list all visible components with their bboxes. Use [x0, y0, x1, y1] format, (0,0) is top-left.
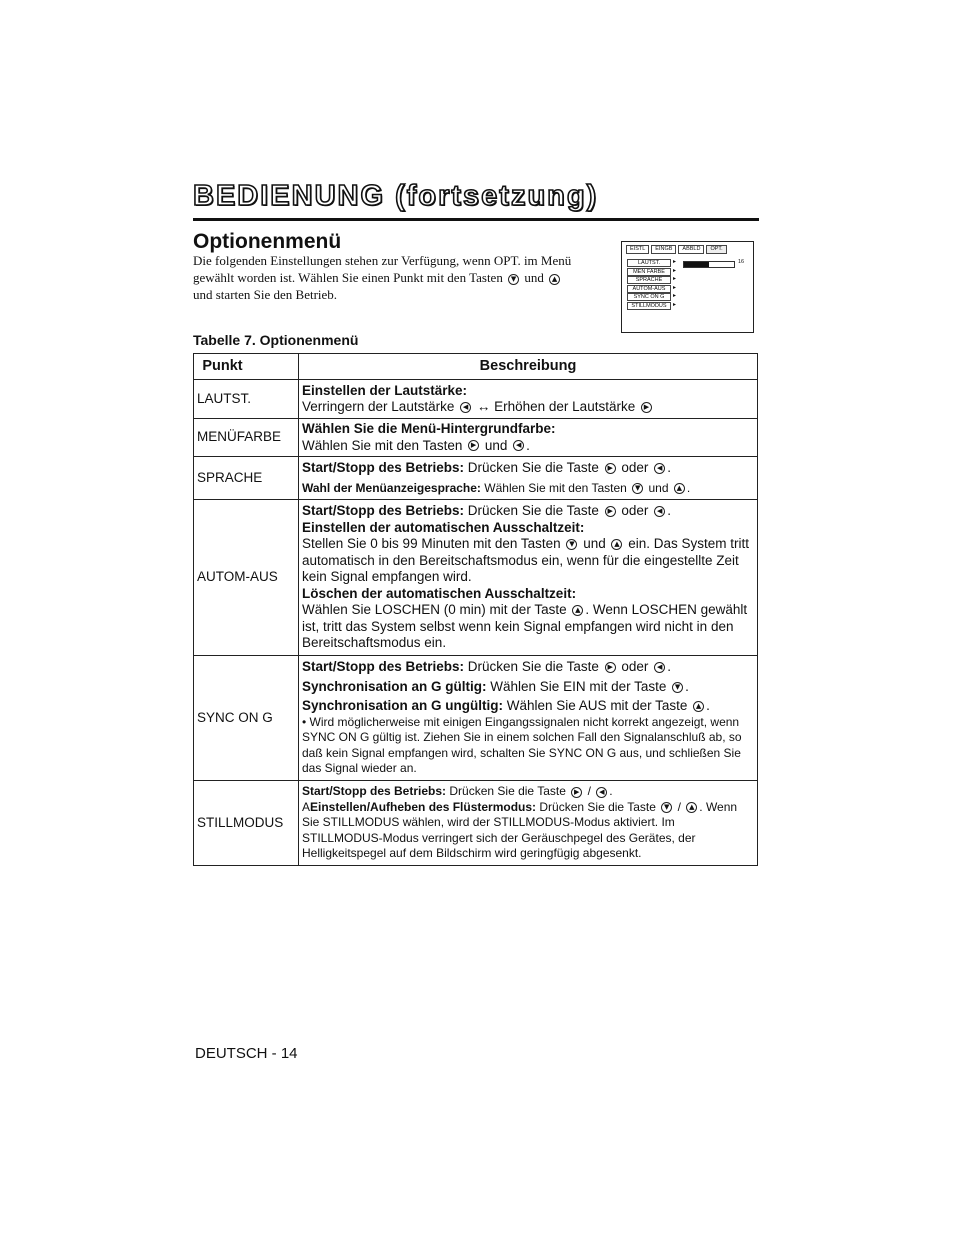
desc-line: AEinstellen/Aufheben des Flüstermodus: Drücken Sie die Taste ▼ / ▲ . Wenn Sie STILLMODUS wählen, wird der STILLMODUS-Modus aktiviert. Im STILLMODUS-Modus verringert sich der Geräuschpegel des Gerätes, der Helligkeitspegel auf dem Bildschirm wird geringfügig abgesenkt.: [302, 799, 738, 861]
menu-item-list: [627, 259, 671, 310]
options-table: [193, 353, 758, 866]
volume-bar-fill: [684, 262, 709, 267]
left-key-icon: ◀: [460, 402, 471, 413]
row-desc-stillmodus: [299, 781, 758, 866]
right-key-icon: ▶: [605, 662, 616, 673]
section-title: Optionenmenü: [193, 230, 342, 253]
table-caption: Tabelle 7. Optionenmenü: [193, 332, 359, 348]
desc-line: Start/Stopp des Betriebs: Drücken Sie die Taste ▶ oder ◀ .: [302, 503, 671, 519]
menu-screen-illustration: [621, 241, 754, 333]
left-key-icon: ◀: [654, 463, 665, 474]
desc-heading: Wählen Sie die Menü-Hintergrundfarbe:: [302, 421, 556, 436]
table-row: [194, 457, 758, 500]
row-desc-sync-on-g: [299, 656, 758, 781]
row-item-stillmodus: STILLMODUS: [194, 781, 299, 866]
desc-line: Wahl der Menüanzeigesprache: Wählen Sie mit den Tasten ▼ und ▲ .: [302, 480, 691, 495]
desc-line: Start/Stopp des Betriebs: Drücken Sie die Taste ▶ / ◀ .: [302, 784, 613, 799]
menu-item-sync-on-g: SYNC ON G ▸: [627, 293, 671, 301]
desc-line: Wählen Sie mit den Tasten ▶ und ◀ .: [302, 437, 530, 453]
down-key-icon: ▼: [632, 483, 643, 494]
up-key-icon: ▲: [686, 802, 697, 813]
right-key-icon: ▶: [468, 440, 479, 451]
table-row: [194, 656, 758, 781]
table-row: [194, 781, 758, 866]
right-key-icon: ▶: [571, 787, 582, 798]
table-row: [194, 380, 758, 419]
desc-line: Start/Stopp des Betriebs: Drücken Sie die Taste ▶ oder ◀ .: [302, 460, 671, 476]
table-header-row: [194, 354, 758, 380]
left-key-icon: ◀: [654, 662, 665, 673]
left-key-icon: ◀: [513, 440, 524, 451]
header-rule: [193, 218, 759, 221]
menu-tab-opt: OPT.: [706, 245, 726, 254]
down-key-icon: ▼: [508, 274, 519, 285]
row-item-sprache: SPRACHE: [194, 457, 299, 500]
up-key-icon: ▲: [611, 539, 622, 550]
desc-line: Stellen Sie 0 bis 99 Minuten mit den Tasten ▼ und ▲ ein. Das System tritt automatisch in den Bereitschaftsmodus ein, wenn für die eingestellte Zeit kein Signal empfangen wird.: [302, 536, 750, 585]
header-description: Beschreibung: [299, 354, 758, 380]
desc-heading: Einstellen der automatischen Ausschaltzeit:: [302, 519, 585, 535]
left-key-icon: ◀: [596, 787, 607, 798]
row-item-lautst: LAUTST.: [194, 380, 299, 419]
up-key-icon: ▲: [693, 701, 704, 712]
up-key-icon: ▲: [549, 274, 560, 285]
menu-item-autom-aus: AUTOM-AUS ▸: [627, 285, 671, 293]
row-desc-autom-aus: [299, 500, 758, 656]
table-row: [194, 500, 758, 656]
up-key-icon: ▲: [674, 483, 685, 494]
desc-line: Synchronisation an G gültig: Wählen Sie EIN mit der Taste ▼ .: [302, 678, 689, 694]
desc-note: • Wird möglicherweise mit einigen Eingangssignalen nicht korrekt angezeigt, wenn SYNC ON G gültig ist. Ziehen Sie in einem solchen Fall den Signalanschluß ab, so daß kein Signal empfangen wird, schalten Sie SYNC ON G aus, und schließen Sie das Signal wieder an.: [302, 714, 742, 776]
desc-heading: Einstellen der Lautstärke:: [302, 382, 468, 398]
desc-line: Wählen Sie LOSCHEN (0 min) mit der Taste ▲ . Wenn LOSCHEN gewählt ist, tritt das System selbst wenn kein Signal empfangen wird nicht in den Bereitschaftsmodus ein.: [302, 602, 748, 651]
row-item-autom-aus: AUTOM-AUS: [194, 500, 299, 656]
row-item-menufarbe: MENÜFARBE: [194, 419, 299, 457]
up-key-icon: ▲: [572, 605, 583, 616]
left-key-icon: ◀: [654, 506, 665, 517]
down-key-icon: ▼: [566, 539, 577, 550]
menu-tab-eingb: EINGB: [651, 245, 676, 254]
row-item-sync-on-g: SYNC ON G: [194, 656, 299, 781]
row-desc-sprache: [299, 457, 758, 500]
menu-tab-eistl: EISTL: [626, 245, 649, 254]
desc-line: Start/Stopp des Betriebs: Drücken Sie die Taste ▶ oder ◀ .: [302, 659, 671, 675]
intro-text: Die folgenden Einstellungen stehen zur Verfügung, wenn OPT. im Menü gewählt worden ist. Wählen Sie einen Punkt mit den Tasten ▼ und ▲ und starten Sie den Betrieb.: [193, 253, 572, 302]
right-key-icon: ▶: [605, 506, 616, 517]
chapter-title: BEDIENUNG (fortsetzung): [193, 180, 599, 212]
row-desc-lautst: [299, 380, 758, 419]
header-item: Punkt: [194, 354, 299, 380]
volume-value: 16: [738, 259, 745, 265]
row-desc-menufarbe: [299, 419, 758, 457]
desc-line: Synchronisation an G ungültig: Wählen Sie AUS mit der Taste ▲ .: [302, 698, 710, 714]
table-row: [194, 419, 758, 457]
volume-bar: [683, 261, 735, 268]
right-key-icon: ▶: [605, 463, 616, 474]
menu-tabs: [626, 245, 727, 254]
right-key-icon: ▶: [641, 402, 652, 413]
desc-line: Verringern der Lautstärke ◀ ↔ Erhöhen der Lautstärke ▶: [302, 399, 754, 416]
menu-item-menfarbe: MEN FARBE ▸: [627, 268, 671, 276]
down-key-icon: ▼: [661, 802, 672, 813]
down-key-icon: ▼: [672, 682, 683, 693]
desc-heading: Löschen der automatischen Ausschaltzeit:: [302, 585, 577, 601]
menu-item-stillmodus: STILLMODUS ▸: [627, 302, 671, 310]
menu-tab-abbld: ABBLD: [678, 245, 704, 254]
menu-item-lautst: LAUTST. ▸: [627, 259, 671, 267]
page-footer: DEUTSCH - 14: [195, 1045, 298, 1062]
menu-item-sprache: SPRACHE ▸: [627, 276, 671, 284]
